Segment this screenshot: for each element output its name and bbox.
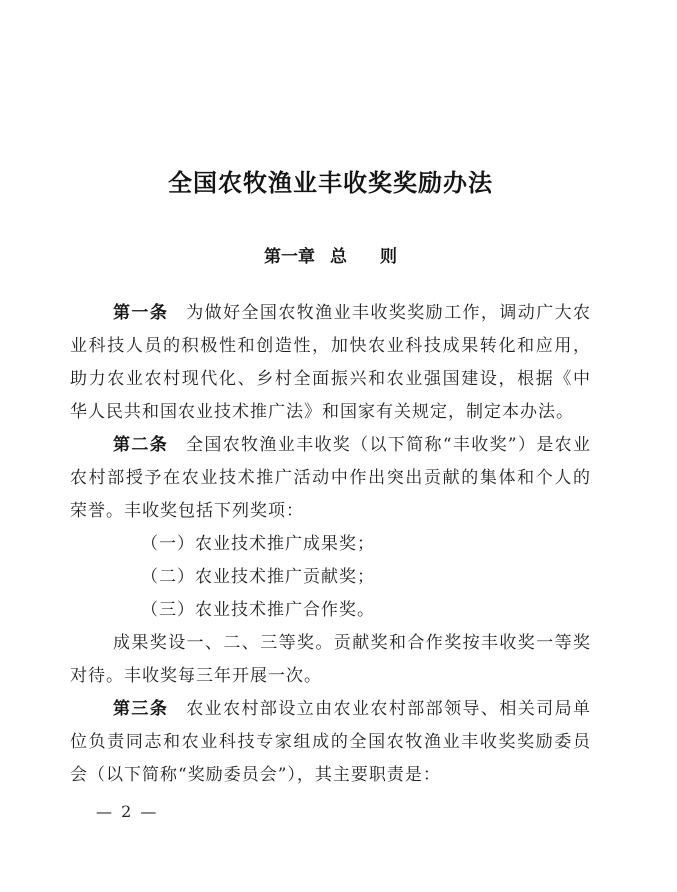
paragraph-article-3 xyxy=(70,693,591,792)
article-2-text: 全国农牧渔业丰收奖（以下简称“丰收奖”）是农业农村部授予在农业技术推广活动中作出突出贡献的集体和个人的荣誉。丰收奖包括下列奖项： xyxy=(70,435,592,521)
document-body xyxy=(70,297,591,792)
list-item-1-text: （一）农业技术推广成果奖； xyxy=(141,534,375,554)
chapter-heading xyxy=(70,245,591,270)
paragraph-awards-detail xyxy=(70,627,591,693)
article-3-text: 农业农村部设立由农业农村部部领导、相关司局单位负责同志和农业科技专家组成的全国农牧渔业丰收奖奖励委员会（以下简称“奖励委员会”），其主要职责是： xyxy=(70,699,591,785)
article-1-lead: 第一条 xyxy=(113,303,169,323)
chapter-word-second: 则 xyxy=(380,247,397,267)
awards-detail-text: 成果奖设一、二、三等奖。贡献奖和合作奖按丰收奖一等奖对待。丰收奖每三年开展一次。 xyxy=(70,633,591,686)
list-item-3 xyxy=(70,594,591,627)
page-number: — 2 — xyxy=(96,802,159,821)
list-item-2-text: （二）农业技术推广贡献奖； xyxy=(141,567,375,587)
document-title: 全国农牧渔业丰收奖奖励办法 xyxy=(168,168,493,197)
article-3-lead: 第三条 xyxy=(113,699,169,719)
list-item-3-text: （三）农业技术推广合作奖。 xyxy=(141,600,375,620)
paragraph-article-1 xyxy=(70,297,591,429)
list-item-2 xyxy=(70,561,591,594)
chapter-number: 第一章 xyxy=(264,247,315,267)
paragraph-article-2 xyxy=(70,429,591,528)
list-item-1 xyxy=(70,528,591,561)
chapter-word-first: 总 xyxy=(330,247,347,267)
article-2-lead: 第二条 xyxy=(113,435,169,455)
article-1-text: 为做好全国农牧渔业丰收奖奖励工作，调动广大农业科技人员的积极性和创造性，加快农业科技成果转化和应用，助力农业农村现代化、乡村全面振兴和农业强国建设，根据《中华人民共和国农业技术推广法》和国家有关规定，制定本办法。 xyxy=(70,303,591,422)
